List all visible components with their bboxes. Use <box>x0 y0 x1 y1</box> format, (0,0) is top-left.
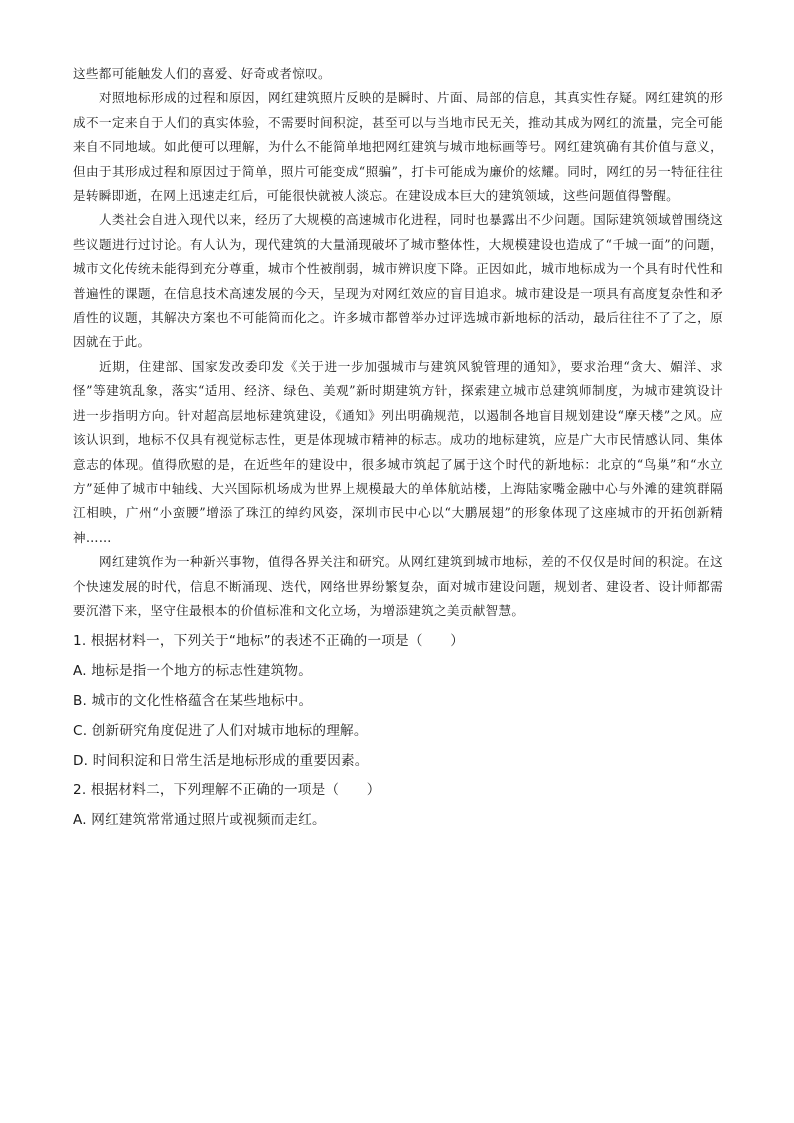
passage-paragraph: 对照地标形成的过程和原因，网红建筑照片反映的是瞬时、片面、局部的信息，其真实性存疑。网红建筑的形成不一定来自于人们的真实体验，不需要时间积淀，甚至可以与当地市民无关，推动其成为网红的流量，完全可能来自不同地域。如此便可以理解，为什么不能简单地把网红建筑与城市地标画等号。网红建筑确有其价值与意义，但由于其形成过程和原因过于简单，照片可能变成“照骗”，打卡可能成为廉价的炫耀。同时，网红的另一特征往往是转瞬即逝，在网上迅速走红后，可能很快就被人淡忘。在建设成本巨大的建筑领域，这些问题值得警醒。 <box>73 90 723 204</box>
option-c: C. 创新研究角度促进了人们对城市地标的理解。 <box>73 722 368 739</box>
passage-paragraph-continuation: 这些都可能触发人们的喜爱、好奇或者惊叹。 <box>73 66 331 81</box>
reading-passage <box>73 62 723 623</box>
passage-paragraph: 网红建筑作为一种新兴事物，值得各界关注和研究。从网红建筑到城市地标，差的不仅仅是时间的积淀。在这个快速发展的时代，信息不断涌现、迭代，网络世界纷繁复杂，面对城市建设问题，规划者、建设者、设计师都需要沉潜下来，坚守住最根本的价值标准和文化立场，为增添建筑之美贡献智慧。 <box>73 554 723 618</box>
passage-paragraph: 人类社会自进入现代以来，经历了大规模的高速城市化进程，同时也暴露出不少问题。国际建筑领域曾围绕这些议题进行过讨论。有人认为，现代建筑的大量涌现破坏了城市整体性，大规模建设也造成了“千城一面”的问题，城市文化传统未能得到充分尊重，城市个性被削弱，城市辨识度下降。正因如此，城市地标成为一个具有时代性和普遍性的课题，在信息技术高速发展的今天，呈现为对网红效应的盲目追求。城市建设是一项具有高度复杂性和矛盾性的议题，其解决方案也不可能简而化之。许多城市都曾举办过评选城市新地标的活动，最后往往不了了之，原因就在于此。 <box>73 212 723 350</box>
option-a: A. 地标是指一个地方的标志性建筑物。 <box>73 663 313 680</box>
question-list <box>73 627 723 836</box>
option-d: D. 时间积淀和日常生活是地标形成的重要因素。 <box>73 752 369 769</box>
option-a: A. 网红建筑常常通过照片或视频而走红。 <box>73 812 326 829</box>
document-page <box>73 62 723 836</box>
passage-paragraph: 近期，住建部、国家发改委印发《关于进一步加强城市与建筑风貌管理的通知》，要求治理“贪大、媚洋、求怪”等建筑乱象，落实“适用、经济、绿色、美观”新时期建筑方针，探索建立城市总建筑师制度，为城市建筑设计进一步指明方向。针对超高层地标建筑建设，《通知》列出明确规范，以遏制各地盲目规划建设“摩天楼”之风。应该认识到，地标不仅具有视觉标志性，更是体现城市精神的标志。成功的地标建筑，应是广大市民情感认同、集体意志的体现。值得欣慰的是，在近些年的建设中，很多城市筑起了属于这个时代的新地标：北京的“鸟巢”和“水立方”延伸了城市中轴线、大兴国际机场成为世界上规模最大的单体航站楼，上海陆家嘴金融中心与外滩的建筑群隔江相映，广州“小蛮腰”增添了珠江的绰约风姿，深圳市民中心以“大鹏展翅”的形象体现了这座城市的开拓创新精神…… <box>73 358 723 545</box>
question-stem: 1. 根据材料一，下列关于“地标”的表述不正确的一项是（ ） <box>73 633 465 650</box>
question-2 <box>73 776 723 836</box>
option-b: B. 城市的文化性格蕴含在某些地标中。 <box>73 692 313 709</box>
question-stem: 2. 根据材料二，下列理解不正确的一项是（ ） <box>73 782 381 799</box>
question-1 <box>73 627 723 776</box>
